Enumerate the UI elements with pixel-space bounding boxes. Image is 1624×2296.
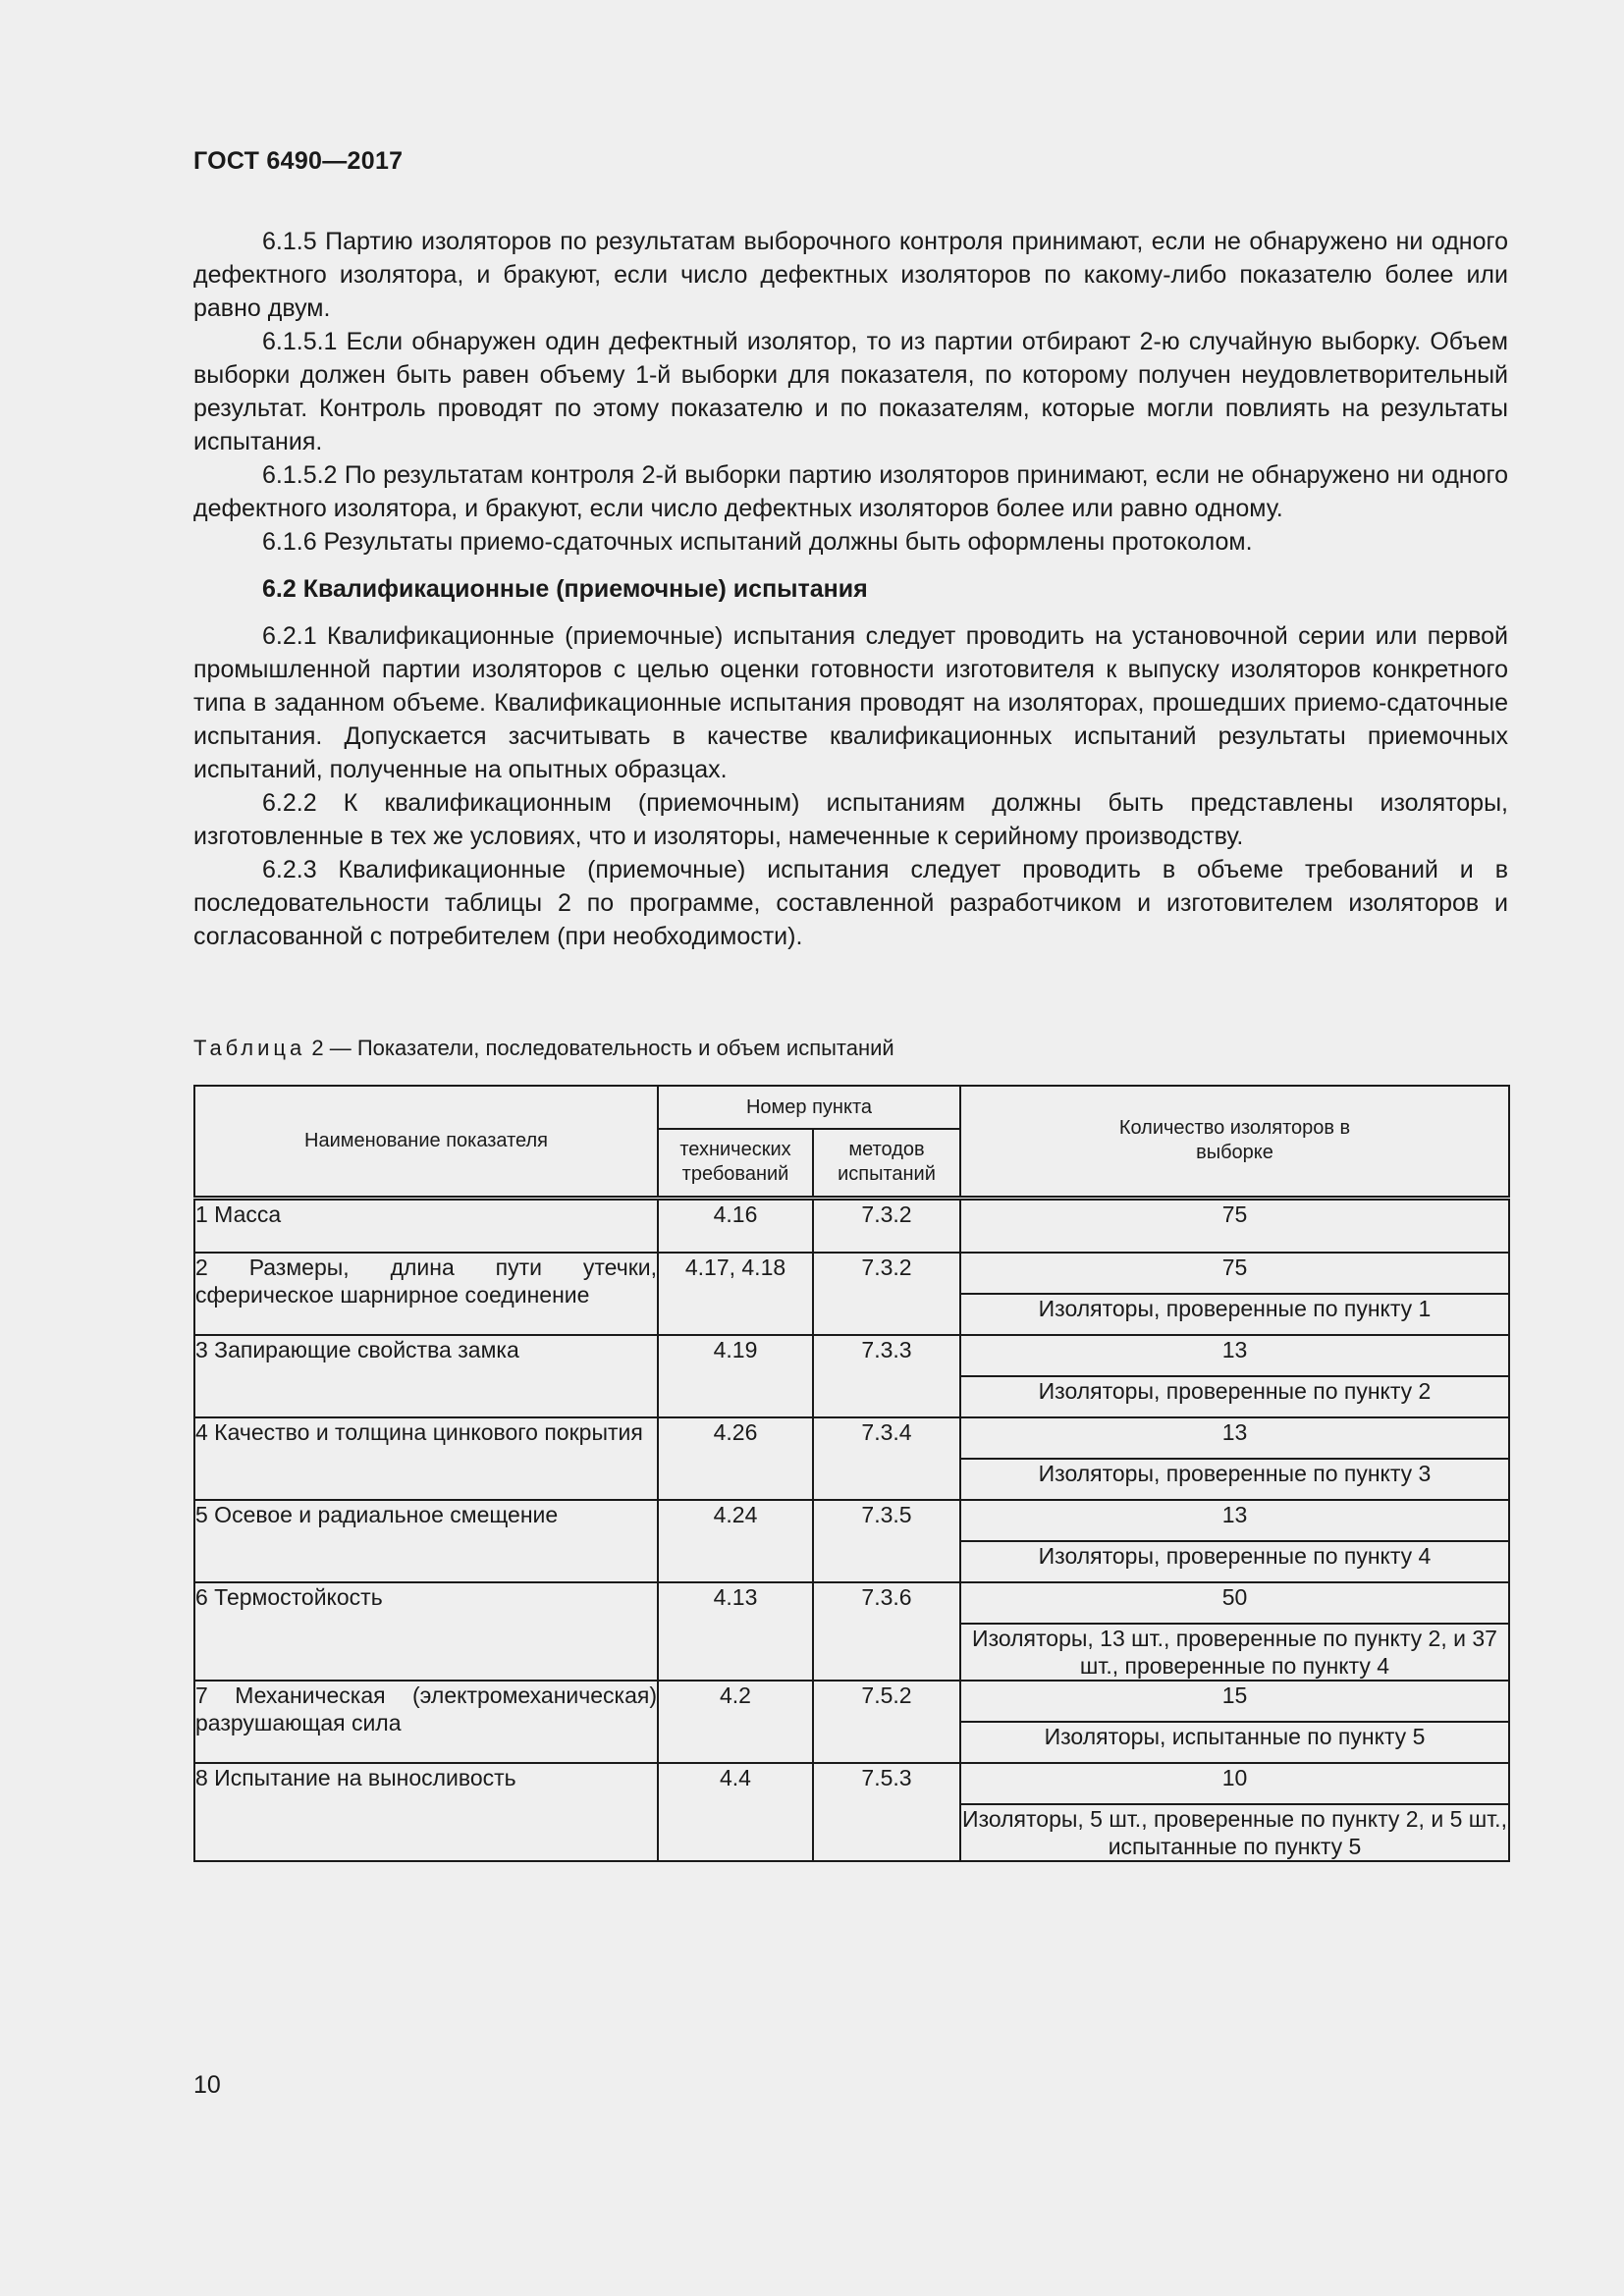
sample-source-cell: Изоляторы, проверенные по пункту 1 — [960, 1294, 1509, 1335]
table-row — [194, 1417, 1509, 1459]
tech-requirement-cell: 4.2 — [658, 1681, 813, 1763]
paragraph-6-1-5-2: 6.1.5.2 По результатам контроля 2-й выборки партию изоляторов принимают, если не обнаружено ни одного дефектного изолятора, и бракуют, если число дефектных изоляторов более или равно одному. — [193, 461, 1508, 522]
sample-source-cell: Изоляторы, 13 шт., проверенные по пункту 2, и 37 шт., проверенные по пункту 4 — [960, 1624, 1509, 1681]
table-row — [194, 1582, 1509, 1624]
indicator-name-cell: 1 Масса — [194, 1198, 658, 1253]
header-quantity: Количество изоляторов в выборке — [960, 1086, 1509, 1198]
paragraph-6-1-5: 6.1.5 Партию изоляторов по результатам выборочного контроля принимают, если не обнаружено ни одного дефектного изолятора, и бракуют, если число дефектных изоляторов по какому-либо показателю более или равно двум. — [193, 228, 1508, 322]
indicator-name-cell: 3 Запирающие свойства замка — [194, 1335, 658, 1417]
test-method-cell: 7.5.3 — [813, 1763, 960, 1861]
sample-source-cell: Изоляторы, проверенные по пункту 3 — [960, 1459, 1509, 1500]
paragraph-6-1-5-1: 6.1.5.1 Если обнаружен один дефектный изолятор, то из партии отбирают 2-ю случайную выборку. Объем выборки должен быть равен объему 1-й выборки для показателя, по которому получен неудовлетворительный результат. Контроль проводят по этому показателю и по показателям, которые могли повлиять на результаты испытания. — [193, 328, 1508, 455]
sample-source-cell: Изоляторы, проверенные по пункту 2 — [960, 1376, 1509, 1417]
page-number: 10 — [193, 2071, 221, 2099]
sample-quantity-cell: 10 — [960, 1763, 1509, 1804]
sample-quantity-cell: 50 — [960, 1582, 1509, 1624]
test-method-cell: 7.3.6 — [813, 1582, 960, 1681]
sample-quantity-cell: 13 — [960, 1335, 1509, 1376]
sample-quantity-cell: 75 — [960, 1253, 1509, 1294]
tech-requirement-cell: 4.16 — [658, 1198, 813, 1253]
table-row — [194, 1500, 1509, 1541]
indicator-name-cell: 8 Испытание на выносливость — [194, 1763, 658, 1861]
tech-requirement-cell: 4.26 — [658, 1417, 813, 1500]
sample-source-cell: Изоляторы, испытанные по пункту 5 — [960, 1722, 1509, 1763]
test-method-cell: 7.3.2 — [813, 1198, 960, 1253]
test-method-cell: 7.3.4 — [813, 1417, 960, 1500]
document-code-header: ГОСТ 6490—2017 — [193, 147, 404, 175]
table-caption — [193, 1036, 894, 1061]
paragraph-6-2-3: 6.2.3 Квалификационные (приемочные) испытания следует проводить в объеме требований и в последовательности таблицы 2 по программе, составленной разработчиком и изготовителем изоляторов и согласованной с потребителем (при необходимости). — [193, 856, 1508, 950]
sample-quantity-cell: 13 — [960, 1417, 1509, 1459]
indicator-name-cell: 7 Механическая (электромеханическая) разрушающая сила — [194, 1681, 658, 1763]
sample-source-cell: Изоляторы, 5 шт., проверенные по пункту 2, и 5 шт., испытанные по пункту 5 — [960, 1804, 1509, 1861]
paragraph-6-2-2: 6.2.2 К квалификационным (приемочным) испытаниям должны быть представлены изоляторы, изготовленные в тех же условиях, что и изоляторы, намеченные к серийному производству. — [193, 789, 1508, 850]
sample-quantity-cell: 13 — [960, 1500, 1509, 1541]
tech-requirement-cell: 4.4 — [658, 1763, 813, 1861]
tech-requirement-cell: 4.19 — [658, 1335, 813, 1417]
sample-quantity-cell: 75 — [960, 1198, 1509, 1253]
test-method-cell: 7.3.5 — [813, 1500, 960, 1582]
test-method-cell: 7.3.3 — [813, 1335, 960, 1417]
table-row — [194, 1198, 1509, 1253]
header-indicator-name: Наименование показателя — [194, 1086, 658, 1198]
indicator-name-cell: 5 Осевое и радиальное смещение — [194, 1500, 658, 1582]
tech-requirement-cell: 4.17, 4.18 — [658, 1253, 813, 1335]
table-row — [194, 1763, 1509, 1804]
indicator-name-cell: 2 Размеры, длина пути утечки, сферическое шарнирное соединение — [194, 1253, 658, 1335]
tech-requirement-cell: 4.13 — [658, 1582, 813, 1681]
table-row — [194, 1253, 1509, 1294]
indicator-name-cell: 6 Термостойкость — [194, 1582, 658, 1681]
test-method-cell: 7.5.2 — [813, 1681, 960, 1763]
test-sequence-table — [193, 1085, 1510, 1862]
body-text — [193, 225, 1508, 953]
table-caption-title: 2 — Показатели, последовательность и объем испытаний — [305, 1036, 894, 1060]
header-item-number: Номер пункта — [658, 1086, 960, 1129]
table-row — [194, 1335, 1509, 1376]
section-title-6-2: 6.2 Квалификационные (приемочные) испытания — [262, 575, 868, 603]
paragraph-6-1-6: 6.1.6 Результаты приемо-сдаточных испытаний должны быть оформлены протоколом. — [262, 528, 1253, 556]
paragraph-6-2-1: 6.2.1 Квалификационные (приемочные) испытания следует проводить на установочной серии или первой промышленной партии изоляторов с целью оценки готовности изготовителя к выпуску изоляторов конкретного типа в заданном объеме. Квалификационные испытания проводят на изоляторах, прошедших приемо-сдаточные испытания. Допускается засчитывать в качестве квалификационных испытаний результаты приемочных испытаний, полученные на опытных образцах. — [193, 622, 1508, 783]
table-caption-word: Таблица — [193, 1036, 306, 1060]
table-row — [194, 1681, 1509, 1722]
header-test-methods: методов испытаний — [813, 1129, 960, 1198]
indicator-name-cell: 4 Качество и толщина цинкового покрытия — [194, 1417, 658, 1500]
sample-source-cell: Изоляторы, проверенные по пункту 4 — [960, 1541, 1509, 1582]
test-method-cell: 7.3.2 — [813, 1253, 960, 1335]
tech-requirement-cell: 4.24 — [658, 1500, 813, 1582]
header-tech-requirements: технических требований — [658, 1129, 813, 1198]
table-header-row — [194, 1086, 1509, 1129]
sample-quantity-cell: 15 — [960, 1681, 1509, 1722]
